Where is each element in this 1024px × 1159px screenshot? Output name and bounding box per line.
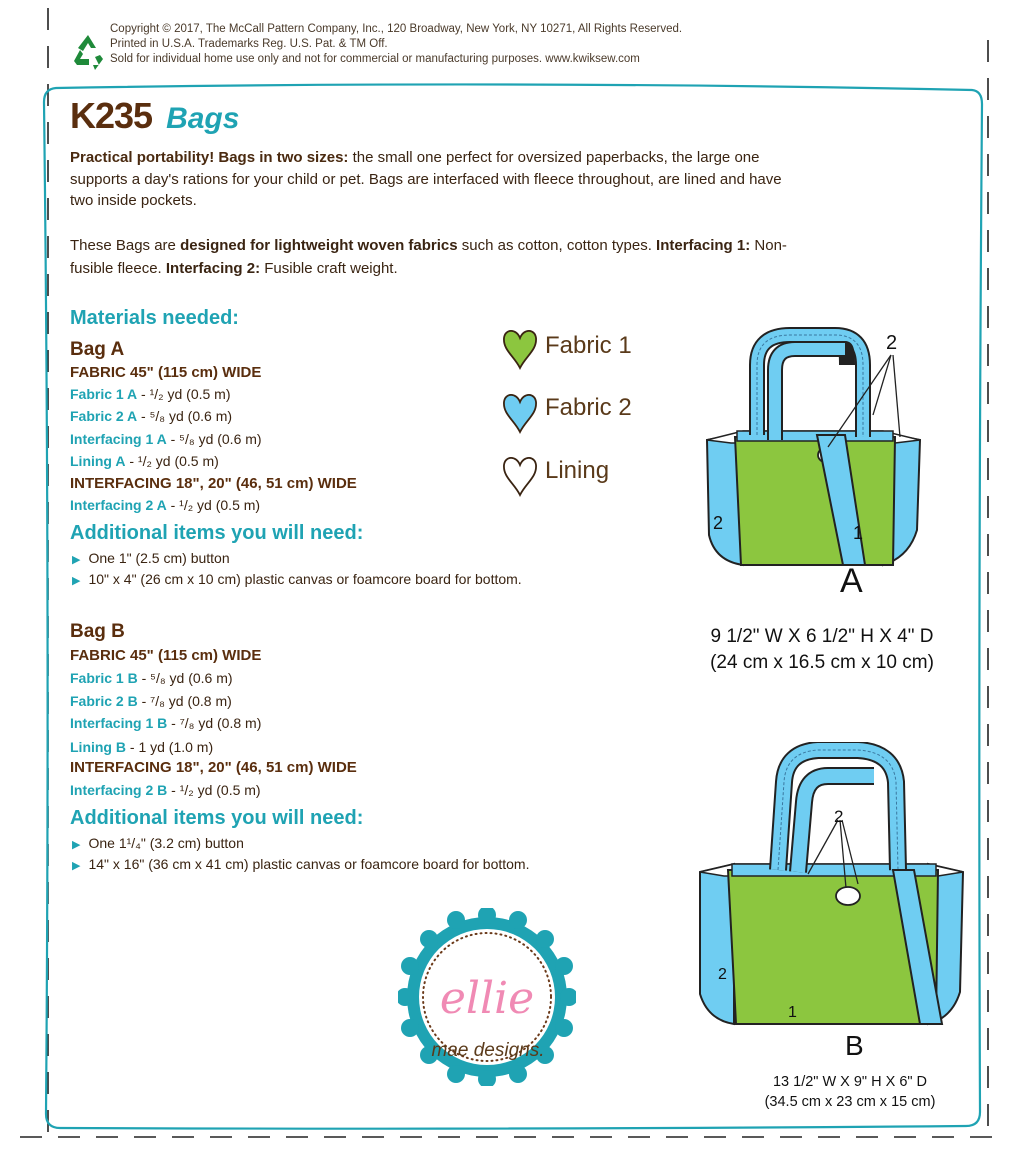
material-label: Fabric 2 B bbox=[70, 693, 138, 709]
item-text: 14" x 16" (36 cm x 41 cm) plastic canvas or foamcore board for bottom. bbox=[88, 856, 530, 872]
item-text: One 1" (2.5 cm) button bbox=[88, 550, 230, 566]
legend-fabric-1: Fabric 1 bbox=[545, 332, 632, 359]
bag-b-letter: B bbox=[845, 1030, 864, 1061]
bag-b-interfacing-heading: INTERFACING 18", 20" (46, 51 cm) WIDE bbox=[70, 759, 357, 776]
material-value: - ¹/₂ yd (0.5 m) bbox=[166, 497, 261, 513]
bag-b-fabric-heading: FABRIC 45" (115 cm) WIDE bbox=[70, 647, 262, 664]
logo-script-text: ellie bbox=[439, 973, 535, 1024]
material-label: Fabric 1 A bbox=[70, 386, 138, 402]
material-value: - ⁷/₈ yd (0.8 m) bbox=[167, 715, 262, 731]
usage-line: Sold for individual home use only and not for commercial or manufacturing purposes. www.kwiksew.com bbox=[110, 53, 640, 65]
legend-fabric-2: Fabric 2 bbox=[545, 394, 632, 421]
note-text: Fusible craft weight. bbox=[260, 260, 398, 277]
bag-a-material-line bbox=[70, 497, 260, 513]
bag-a-label-2: 2 bbox=[713, 513, 724, 533]
bag-a-item bbox=[72, 571, 522, 587]
material-label: Lining B bbox=[70, 739, 126, 755]
material-value: - ¹/₂ yd (0.5 m) bbox=[137, 386, 231, 402]
bag-b-material-line bbox=[70, 739, 213, 755]
item-text: One 1¹/₄" (3.2 cm) button bbox=[88, 835, 244, 851]
bag-b-material-line bbox=[70, 693, 232, 709]
bag-a-item bbox=[72, 550, 230, 566]
bag-b-callout-2: 2 bbox=[834, 807, 844, 826]
arrow-bullet-icon: ▶ bbox=[72, 860, 81, 872]
bag-a-illustration bbox=[695, 325, 935, 575]
bag-b-heading: Bag B bbox=[70, 621, 125, 642]
bag-b-item bbox=[72, 856, 529, 872]
intro-rest: the small one perfect for oversized paperbacks, the large one supports a day's rations for your child or pet. Bags are interfaced with fleece throughout, are lined and have two inside pockets. bbox=[70, 149, 782, 209]
material-value: - 1 yd (1.0 m) bbox=[126, 739, 214, 755]
material-label: Interfacing 1 A bbox=[70, 431, 167, 447]
fabric-note-paragraph bbox=[70, 234, 800, 280]
intro-paragraph bbox=[70, 147, 790, 212]
bag-a-dims-metric: (24 cm x 16.5 cm x 10 cm) bbox=[710, 652, 934, 673]
material-value: - ¹/₂ yd (0.5 m) bbox=[167, 782, 261, 798]
note-text: These Bags are bbox=[70, 237, 181, 254]
bag-b-label-2: 2 bbox=[718, 966, 727, 983]
bag-b-illustration bbox=[688, 742, 978, 1032]
copyright-block bbox=[110, 22, 682, 67]
material-label: Interfacing 2 A bbox=[70, 497, 167, 513]
bag-a-letter: A bbox=[840, 562, 863, 600]
bag-b-additional-heading: Additional items you will need: bbox=[70, 807, 364, 829]
material-label: Lining A bbox=[70, 453, 126, 469]
pattern-name: Bags bbox=[166, 102, 240, 135]
heart-green-icon bbox=[500, 326, 540, 370]
bag-a-material-line bbox=[70, 431, 262, 447]
item-text: 10" x 4" (26 cm x 10 cm) plastic canvas or foamcore board for bottom. bbox=[88, 571, 522, 587]
arrow-bullet-icon: ▶ bbox=[72, 575, 81, 587]
bag-a-dimensions bbox=[688, 624, 956, 676]
materials-heading: Materials needed: bbox=[70, 307, 239, 329]
material-value: - ⁷/₈ yd (0.8 m) bbox=[137, 693, 232, 709]
material-value: - ⁵/₈ yd (0.6 m) bbox=[137, 408, 233, 424]
bag-b-material-line bbox=[70, 782, 261, 798]
bag-a-label-1: 1 bbox=[853, 523, 864, 543]
bag-a-material-line bbox=[70, 386, 231, 402]
bag-b-material-line bbox=[70, 670, 233, 686]
material-value: - ¹/₂ yd (0.5 m) bbox=[125, 453, 219, 469]
material-label: Interfacing 2 B bbox=[70, 782, 168, 798]
bag-a-additional-heading: Additional items you will need: bbox=[70, 522, 364, 544]
material-label: Fabric 2 A bbox=[70, 408, 138, 424]
bag-b-material-line bbox=[70, 715, 261, 731]
bag-a-material-line bbox=[70, 453, 219, 469]
note-text: Non-fusible fleece. bbox=[70, 237, 787, 277]
bag-a-callout-2: 2 bbox=[886, 332, 898, 354]
logo-subtitle: mae designs. bbox=[431, 1040, 545, 1061]
bag-a-dims-imperial: 9 1/2" W X 6 1/2" H X 4" D bbox=[710, 626, 934, 647]
bag-a-interfacing-heading: INTERFACING 18", 20" (46, 51 cm) WIDE bbox=[70, 475, 357, 492]
trademark-line: Printed in U.S.A. Trademarks Reg. U.S. Pat. & TM Off. bbox=[110, 38, 388, 50]
bag-a-material-line bbox=[70, 408, 232, 424]
note-bold: designed for lightweight woven fabrics bbox=[180, 237, 458, 254]
legend-lining: Lining bbox=[545, 457, 610, 484]
bag-b-dims-imperial: 13 1/2" W X 9" H X 6" D bbox=[772, 1074, 928, 1090]
heart-blue-icon bbox=[500, 390, 540, 434]
bag-b-dims-metric: (34.5 cm x 23 cm x 15 cm) bbox=[764, 1094, 936, 1110]
heart-outline-icon bbox=[500, 453, 540, 497]
material-label: Fabric 1 B bbox=[70, 670, 138, 686]
bag-b-item bbox=[72, 835, 244, 851]
bag-a-fabric-heading: FABRIC 45" (115 cm) WIDE bbox=[70, 364, 262, 381]
note-bold: Interfacing 1: bbox=[656, 237, 751, 254]
material-value: - ⁵/₈ yd (0.6 m) bbox=[137, 670, 233, 686]
copyright-line: Copyright © 2017, The McCall Pattern Company, Inc., 120 Broadway, New York, NY 10271, All Rights Reserved. bbox=[110, 23, 683, 35]
bag-b-dimensions bbox=[738, 1072, 962, 1112]
intro-lead: Practical portability! Bags in two sizes: bbox=[70, 149, 349, 166]
recycle-icon bbox=[68, 32, 108, 72]
arrow-bullet-icon: ▶ bbox=[72, 839, 81, 851]
arrow-bullet-icon: ▶ bbox=[72, 554, 81, 566]
pattern-title bbox=[70, 95, 239, 137]
bag-a-heading: Bag A bbox=[70, 339, 125, 360]
material-value: - ⁵/₈ yd (0.6 m) bbox=[166, 431, 262, 447]
pattern-code: K235 bbox=[70, 95, 153, 136]
material-label: Interfacing 1 B bbox=[70, 715, 168, 731]
bag-b-label-1: 1 bbox=[788, 1004, 797, 1021]
note-text: such as cotton, cotton types. bbox=[457, 237, 657, 254]
note-bold: Interfacing 2: bbox=[165, 260, 261, 277]
